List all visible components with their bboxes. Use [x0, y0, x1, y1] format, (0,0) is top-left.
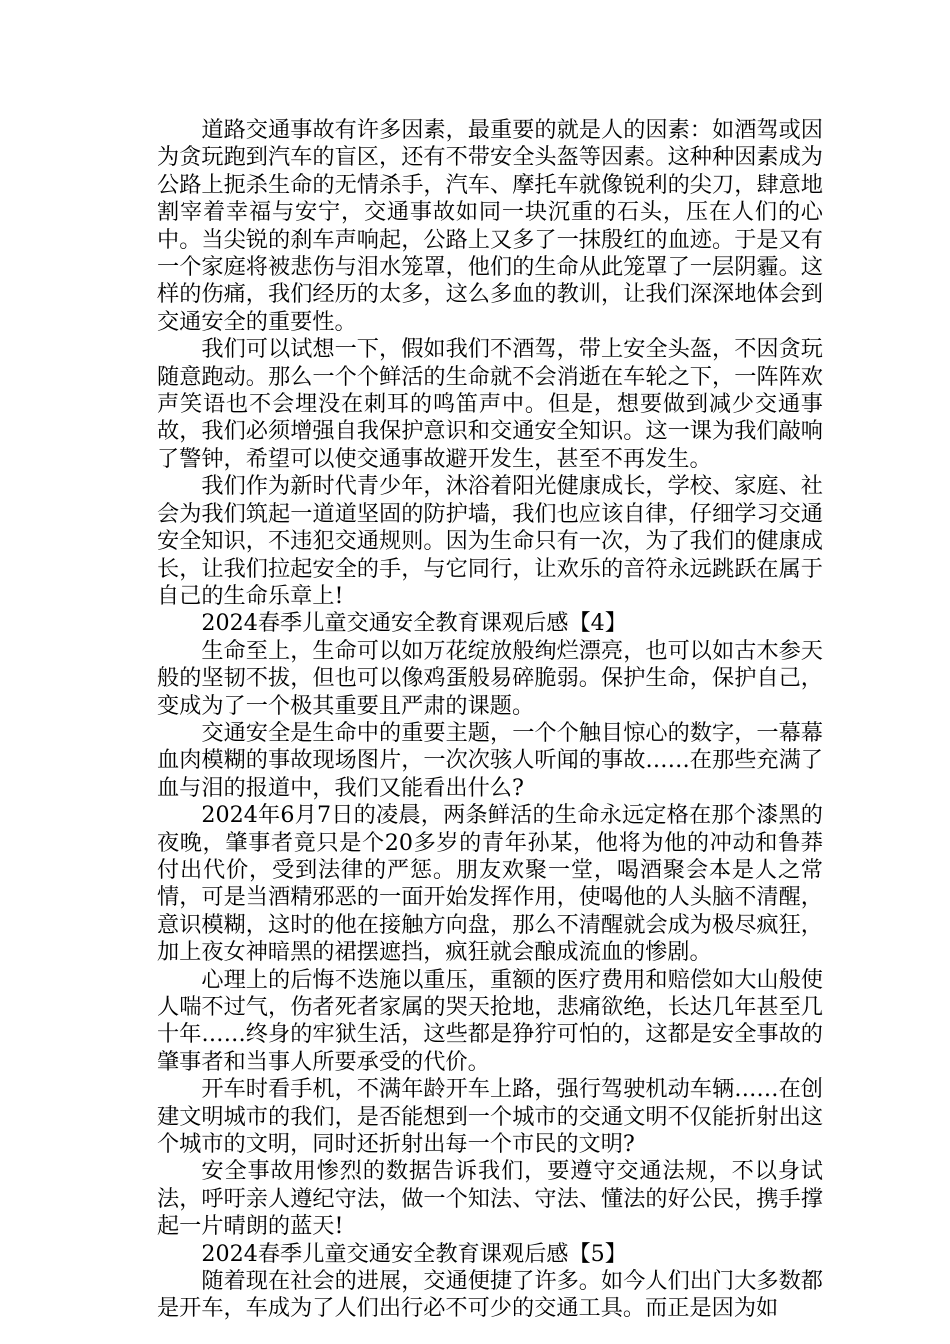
paragraph-june-accident: 2024年6月7日的凌晨，两条鲜活的生命永远定格在那个漆黑的夜晚，肇事者竟只是个20多岁的青年孙某，他将为他的冲动和鲁莽付出代价，受到法律的严惩。朋友欢聚一堂，喝酒聚会本是人之常情，可是当酒精邪恶的一面开始发挥作用，使喝他的人头脑不清醒，意识模糊，这时的他在接触方向盘，那么不清醒就会成为极尽疯狂，加上夜女神暗黑的裙摆遮挡，疯狂就会酿成流血的惨剧。 [157, 802, 823, 966]
section-heading-5: 2024春季儿童交通安全教育课观后感【5】 [201, 1240, 627, 1267]
paragraph-psychological-regret: 心理上的后悔不迭施以重压，重额的医疗费用和赔偿如大山般使人喘不过气，伤者死者家属的哭天抢地，悲痛欲绝，长达几年甚至几十年……终身的牢狱生活，这些都是狰狞可怕的，这都是安全事故的肇事者和当事人所要承受的代价。 [157, 966, 823, 1075]
paragraph-obey-traffic-laws: 安全事故用惨烈的数据告诉我们，要遵守交通法规，不以身试法，呼吁亲人遵纪守法，做一个知法、守法、懂法的好公民，携手撑起一片晴朗的蓝天! [157, 1158, 823, 1240]
paragraph-life-first: 生命至上，生命可以如万花绽放般绚烂漂亮，也可以如古木参天般的坚韧不拔，但也可以像鸡蛋般易碎脆弱。保护生命，保护自己，变成为了一个极其重要且严肃的课题。 [157, 637, 823, 719]
document-body [157, 117, 823, 1323]
paragraph-phone-while-driving: 开车时看手机，不满年龄开车上路，强行驾驶机动车辆……在创建文明城市的我们，是否能想到一个城市的交通文明不仅能折射出这个城市的文明，同时还折射出每一个市民的文明? [157, 1076, 823, 1158]
section-heading-4: 2024春季儿童交通安全教育课观后感【4】 [201, 610, 627, 637]
paragraph-traffic-safety-theme: 交通安全是生命中的重要主题，一个个触目惊心的数字，一幕幕血肉模糊的事故现场图片，一次次骇人听闻的事故……在那些充满了血与泪的报道中，我们又能看出什么? [157, 719, 823, 801]
paragraph-imagine-no-drunk-driving: 我们可以试想一下，假如我们不酒驾，带上安全头盔，不因贪玩随意跑动。那么一个个鲜活的生命就不会消逝在车轮之下，一阵阵欢声笑语也不会埋没在刺耳的鸣笛声中。但是，想要做到减少交通事故，我们必须增强自我保护意识和交通安全知识。这一课为我们敲响了警钟，希望可以使交通事故避开发生，甚至不再发生。 [157, 336, 823, 472]
paragraph-social-progress: 随着现在社会的进展，交通便捷了许多。如今人们出门大多数都是开车，车成为了人们出行必不可少的交通工具。而正是因为如 [157, 1268, 823, 1322]
paragraph-road-accident-factors: 道路交通事故有许多因素，最重要的就是人的因素：如酒驾或因为贪玩跑到汽车的盲区，还有不带安全头盔等因素。这种种因素成为公路上扼杀生命的无情杀手，汽车、摩托车就像锐利的尖刀，肆意地割宰着幸福与安宁，交通事故如同一块沉重的石头，压在人们的心中。当尖锐的刹车声响起，公路上又多了一抹殷红的血迹。于是又有一个家庭将被悲伤与泪水笼罩，他们的生命从此笼罩了一层阴霾。这样的伤痛，我们经历的太多，这么多血的教训，让我们深深地体会到交通安全的重要性。 [157, 117, 823, 335]
paragraph-new-era-youth: 我们作为新时代青少年，沐浴着阳光健康成长，学校、家庭、社会为我们筑起一道道坚固的防护墙，我们也应该自律，仔细学习交通安全知识，不违犯交通规则。因为生命只有一次，为了我们的健康成长，让我们拉起安全的手，与它同行，让欢乐的音符永远跳跃在属于自己的生命乐章上! [157, 473, 823, 609]
